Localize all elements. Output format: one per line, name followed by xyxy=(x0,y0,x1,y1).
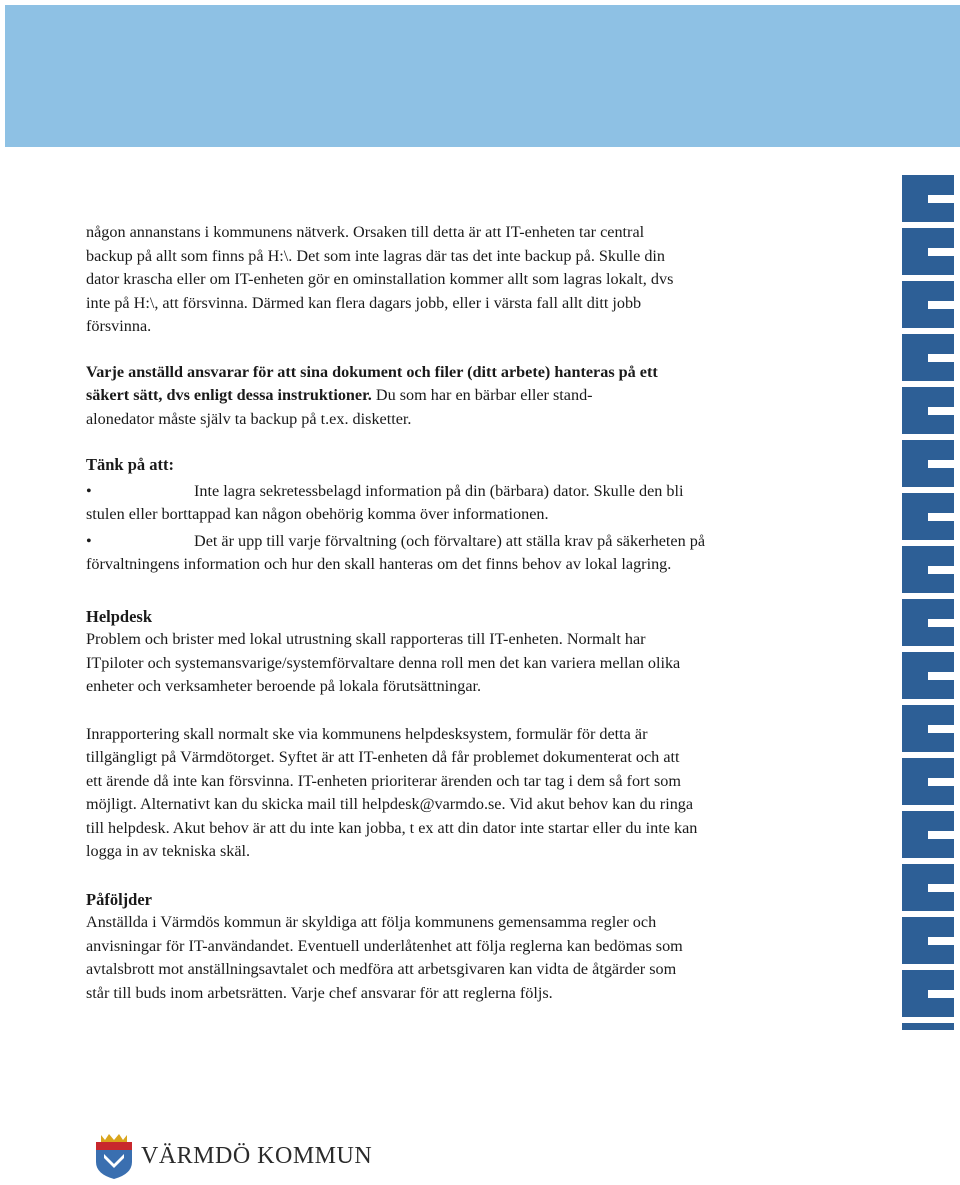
text-line: någon annanstans i kommunens nätverk. Orsaken till detta är att IT-enheten tar central xyxy=(86,223,645,241)
text-line: till helpdesk. Akut behov är att du inte kan jobba, t ex att din dator inte startar eller du inte kan xyxy=(86,818,698,837)
bullet-text: förvaltningens information och hur den skall hanteras om det finns behov av lokal lagring. xyxy=(86,555,672,573)
text-line: står till buds inom arbetsrätten. Varje chef ansvarar för att reglerna följs. xyxy=(86,983,553,1002)
side-band-notch xyxy=(928,248,954,256)
bullet-item xyxy=(86,480,786,527)
side-band-block xyxy=(902,334,954,381)
text-line: avtalsbrott mot anställningsavtalet och medföra att arbetsgivaren kan vidta de åtgärder som xyxy=(86,960,677,978)
side-band-block xyxy=(902,281,954,328)
side-band-block xyxy=(902,652,954,699)
bullet-marker: • xyxy=(86,481,92,500)
side-band-block xyxy=(902,175,954,222)
pafoljder-heading: Påföljder xyxy=(86,889,152,909)
responsibility-bold-line: säkert sätt, dvs enligt dessa instruktioner. xyxy=(86,386,372,404)
side-band-notch xyxy=(928,460,954,468)
logo-text: VÄRMDÖ KOMMUN xyxy=(141,1143,373,1169)
varmdo-kommun-logo xyxy=(93,1132,373,1182)
text-line: Inrapportering skall normalt ske via kommunens helpdesksystem, formulär för detta är xyxy=(86,724,648,743)
side-band-block xyxy=(902,228,954,275)
text-line: logga in av tekniska skäl. xyxy=(86,842,251,860)
helpdesk-paragraph xyxy=(86,723,786,864)
pafoljder-paragraph xyxy=(86,911,786,1005)
paragraph-responsibility xyxy=(86,361,786,432)
responsibility-text: alonedator måste själv ta backup på t.ex. disketter. xyxy=(86,409,412,428)
side-band-block xyxy=(902,758,954,805)
text-line: Problem och brister med lokal utrustning skall rapporteras till IT-enheten. Normalt har xyxy=(86,630,646,648)
coat-of-arms-icon xyxy=(93,1132,135,1180)
side-band-block xyxy=(902,705,954,752)
helpdesk-heading: Helpdesk xyxy=(86,606,153,626)
side-band-notch xyxy=(928,195,954,203)
responsibility-text: Du som har en bärbar eller stand- xyxy=(371,386,593,404)
text-line: ITpiloter och systemansvarige/systemförvaltare denna roll men det kan variera mellan olika xyxy=(86,653,681,672)
side-band-notch xyxy=(928,354,954,362)
bullet-text: stulen eller borttappad kan någon obehörig komma över informationen. xyxy=(86,505,549,523)
side-band-notch xyxy=(928,672,954,680)
side-band-notch xyxy=(928,778,954,786)
side-band-block xyxy=(902,864,954,911)
document-body xyxy=(86,221,786,1005)
side-band-block xyxy=(902,440,954,487)
side-band-block xyxy=(902,917,954,964)
bullet-text: Det är upp till varje förvaltning (och förvaltare) att ställa krav på säkerheten på xyxy=(194,531,706,550)
paragraph-intro xyxy=(86,221,786,339)
text-line: enheter och verksamheter beroende på lokala förutsättningar. xyxy=(86,677,482,695)
side-band-notch xyxy=(928,301,954,309)
side-band-block xyxy=(902,599,954,646)
side-band-notch xyxy=(928,990,954,998)
side-band-notch xyxy=(928,619,954,627)
text-line: anvisningar för IT-användandet. Eventuell underlåtenhet att följa reglerna kan bedömas som xyxy=(86,936,683,955)
text-line: ett ärende då inte kan försvinna. IT-enheten prioriterar ärenden och tar tag i dem så fort som xyxy=(86,771,681,790)
side-band-notch xyxy=(928,725,954,733)
text-line: inte på H:\, att försvinna. Därmed kan flera dagars jobb, eller i värsta fall allt ditt jobb xyxy=(86,293,642,312)
side-band-block xyxy=(902,493,954,540)
side-band-notch xyxy=(928,831,954,839)
side-band-notch xyxy=(928,884,954,892)
side-band-notch xyxy=(928,407,954,415)
side-band-block xyxy=(902,811,954,858)
text-line: försvinna. xyxy=(86,317,152,335)
side-band-notch xyxy=(928,513,954,521)
side-band-block xyxy=(902,387,954,434)
side-band-block xyxy=(902,1023,954,1030)
bullet-text: Inte lagra sekretessbelagd information på din (bärbara) dator. Skulle den bli xyxy=(194,481,684,500)
side-band-notch xyxy=(928,937,954,945)
side-band-block xyxy=(902,546,954,593)
responsibility-bold-line: Varje anställd ansvarar för att sina dokument och filer (ditt arbete) hanteras på ett xyxy=(86,362,658,381)
text-line: backup på allt som finns på H:\. Det som inte lagras där tas det inte backup på. Skulle din xyxy=(86,246,666,265)
text-line: Anställda i Värmdös kommun är skyldiga att följa kommunens gemensamma regler och xyxy=(86,913,657,931)
helpdesk-paragraph xyxy=(86,628,786,699)
bullet-marker: • xyxy=(86,531,92,550)
tank-heading: Tänk på att: xyxy=(86,455,175,474)
side-band-notch xyxy=(928,566,954,574)
text-line: möjligt. Alternativt kan du skicka mail till helpdesk@varmdo.se. Vid akut behov kan du ringa xyxy=(86,795,694,813)
side-band-block xyxy=(902,970,954,1017)
header-band xyxy=(5,5,960,147)
text-line: tillgängligt på Värmdötorget. Syftet är att IT-enheten då får problemet dokumenterat och att xyxy=(86,748,680,766)
bullet-item xyxy=(86,530,786,577)
decorative-side-band xyxy=(902,175,954,1030)
text-line: dator krascha eller om IT-enheten gör en ominstallation kommer allt som lagras lokalt, dvs xyxy=(86,270,674,288)
